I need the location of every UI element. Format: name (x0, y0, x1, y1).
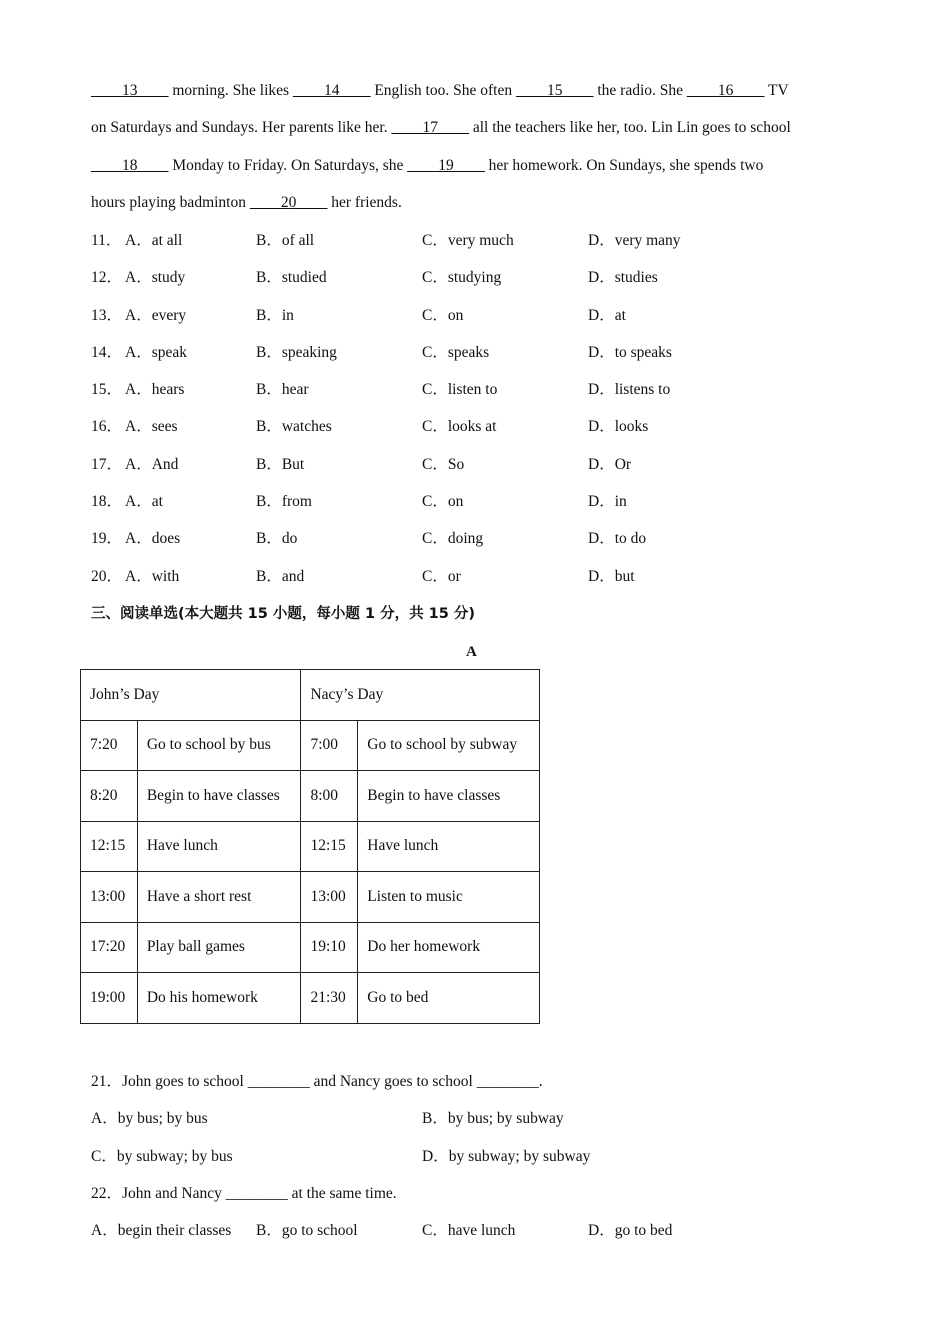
option-c[interactable]: C．very much (422, 232, 514, 249)
nancy-time: 7:00 (301, 720, 358, 771)
nancy-time: 21:30 (301, 973, 358, 1024)
nancy-activity: Go to school by subway (358, 720, 540, 771)
table-header-row (81, 670, 540, 721)
passage-line (91, 147, 859, 184)
blank-13: ____13____ (91, 82, 169, 99)
option-d[interactable]: D．to do (588, 530, 647, 548)
option-c[interactable]: C．have lunch (422, 1222, 516, 1240)
question-number: 20． (91, 567, 123, 585)
option-b[interactable]: B．from (256, 493, 312, 511)
option-a[interactable]: A．by bus; by bus (91, 1110, 208, 1128)
option-a[interactable]: A．begin their classes (91, 1222, 232, 1240)
nancy-header: Nacy’s Day (301, 670, 540, 721)
option-b[interactable]: B．hear (256, 381, 309, 399)
table-row (81, 821, 540, 872)
option-row (91, 222, 871, 259)
option-d[interactable]: D．listens to (588, 381, 671, 399)
option-d[interactable]: D．by subway; by subway (422, 1147, 591, 1165)
blank-17: ____17____ (391, 119, 469, 137)
question-number: 15． (91, 381, 123, 399)
question-stem-line (91, 1175, 871, 1212)
option-d[interactable]: D．but (588, 567, 635, 585)
john-time: 13:00 (81, 872, 138, 923)
table-row (81, 771, 540, 822)
blank-20: ____20____ (249, 193, 328, 211)
option-d[interactable]: D．Or (588, 455, 632, 473)
option-row (91, 520, 871, 557)
option-a[interactable]: A．at all (125, 232, 183, 249)
option-d[interactable]: D．at (588, 306, 626, 324)
option-b[interactable]: B．go to school (256, 1222, 358, 1240)
cloze-passage (91, 72, 859, 221)
nancy-activity: Go to bed (358, 973, 540, 1024)
john-activity: Play ball games (137, 922, 301, 973)
option-row (91, 297, 871, 334)
table-row (81, 872, 540, 923)
passage-line (91, 109, 859, 146)
question-number: 18． (91, 493, 123, 511)
passage-line (91, 72, 859, 109)
option-d[interactable]: D．in (588, 493, 627, 511)
passage-text: morning. She likes (168, 82, 293, 99)
passage-text: the radio. She (593, 82, 687, 99)
passage-text: hours playing badminton (91, 193, 250, 211)
nancy-time: 12:15 (301, 821, 358, 872)
passage-text: TV (764, 82, 789, 99)
option-line (91, 1212, 871, 1249)
question-stem: 22．John and Nancy ________ at the same time. (91, 1185, 397, 1202)
passage-text: her homework. On Sundays, she spends two (484, 156, 764, 174)
question-stem: 21．John goes to school ________ and Nancy goes to school ________. (91, 1073, 543, 1090)
option-c[interactable]: C．on (422, 493, 464, 511)
question-number: 16． (91, 418, 123, 436)
option-d[interactable]: D．studies (588, 269, 658, 287)
option-c[interactable]: C．on (422, 306, 464, 324)
option-row (91, 408, 871, 445)
passage-label: A (466, 644, 477, 660)
blank-19: ____19____ (407, 156, 485, 174)
passage-text: all the teachers like her, too. Lin Lin goes to school (468, 119, 791, 137)
option-c[interactable]: C．doing (422, 530, 484, 548)
option-c[interactable]: C．or (422, 567, 461, 585)
option-c[interactable]: C．listen to (422, 381, 498, 399)
question-number: 14． (91, 343, 123, 361)
nancy-activity: Do her homework (358, 922, 540, 973)
question-stem-line (91, 1063, 871, 1100)
option-row (91, 371, 871, 408)
option-a[interactable]: A．study (125, 269, 186, 287)
option-c[interactable]: C．studying (422, 269, 502, 287)
option-b[interactable]: B．of all (256, 232, 315, 249)
nancy-time: 19:10 (301, 922, 358, 973)
nancy-time: 8:00 (301, 771, 358, 822)
passage-line (91, 184, 859, 221)
option-c[interactable]: C．looks at (422, 418, 497, 436)
table-row (81, 922, 540, 973)
option-b[interactable]: B．speaking (256, 343, 337, 361)
option-c[interactable]: C．speaks (422, 343, 490, 361)
john-time: 8:20 (81, 771, 138, 822)
option-row (91, 446, 871, 483)
john-time: 7:20 (81, 720, 138, 771)
option-a[interactable]: A．speak (125, 343, 187, 361)
john-time: 17:20 (81, 922, 138, 973)
blank-15: ____15____ (515, 82, 594, 99)
option-a[interactable]: A．sees (125, 418, 178, 436)
nancy-time: 13:00 (301, 872, 358, 923)
nancy-activity: Listen to music (358, 872, 540, 923)
nancy-activity: Begin to have classes (358, 771, 540, 822)
blank-16: ____16____ (686, 82, 765, 99)
section-title: 三、阅读单选(本大题共 15 小题，每小题 1 分，共 15 分) (91, 606, 475, 622)
question-21 (91, 1063, 871, 1175)
option-d[interactable]: D．very many (588, 232, 681, 249)
option-row (91, 483, 871, 520)
nancy-activity: Have lunch (358, 821, 540, 872)
option-a[interactable]: A．at (125, 493, 163, 511)
option-b[interactable]: B．in (256, 306, 294, 324)
question-22 (91, 1175, 871, 1250)
schedule-table (80, 669, 540, 1024)
option-a[interactable]: A．hears (125, 381, 185, 399)
option-a[interactable]: A．does (125, 530, 181, 548)
blank-18: ____18____ (91, 156, 169, 174)
option-line (91, 1138, 871, 1175)
option-b[interactable]: B．do (256, 530, 298, 548)
passage-text: Monday to Friday. On Saturdays, she (168, 156, 408, 174)
john-time: 19:00 (81, 973, 138, 1024)
question-number: 13． (91, 306, 123, 324)
option-b[interactable]: B．But (256, 455, 305, 473)
option-d[interactable]: D．to speaks (588, 343, 672, 361)
john-header: John’s Day (81, 670, 301, 721)
question-number: 19． (91, 530, 123, 548)
table-row (81, 720, 540, 771)
option-b[interactable]: B．watches (256, 418, 332, 436)
blank-14: ____14____ (292, 82, 371, 99)
john-activity: Go to school by bus (137, 720, 301, 771)
cloze-options (91, 222, 871, 595)
john-activity: Have a short rest (137, 872, 301, 923)
option-c[interactable]: C．by subway; by bus (91, 1147, 233, 1165)
option-d[interactable]: D．go to bed (588, 1222, 673, 1240)
option-row (91, 558, 871, 595)
option-c[interactable]: C．So (422, 455, 465, 473)
option-d[interactable]: D．looks (588, 418, 649, 436)
table-row (81, 973, 540, 1024)
option-b[interactable]: B．studied (256, 269, 327, 287)
option-b[interactable]: B．by bus; by subway (422, 1110, 564, 1128)
question-number: 11． (91, 232, 122, 249)
passage-text: on Saturdays and Sundays. Her parents like her. (91, 119, 392, 137)
passage-text: her friends. (327, 193, 402, 211)
john-activity: Have lunch (137, 821, 301, 872)
john-activity: Do his homework (137, 973, 301, 1024)
question-number: 12． (91, 269, 123, 287)
option-a[interactable]: A．And (125, 455, 179, 473)
option-row (91, 334, 871, 371)
john-time: 12:15 (81, 821, 138, 872)
option-a[interactable]: A．every (125, 306, 187, 324)
option-a[interactable]: A．with (125, 567, 180, 585)
option-row (91, 259, 871, 296)
question-number: 17． (91, 455, 123, 473)
option-line (91, 1100, 871, 1137)
passage-text: English too. She often (370, 82, 516, 99)
john-activity: Begin to have classes (137, 771, 301, 822)
option-b[interactable]: B．and (256, 567, 305, 585)
